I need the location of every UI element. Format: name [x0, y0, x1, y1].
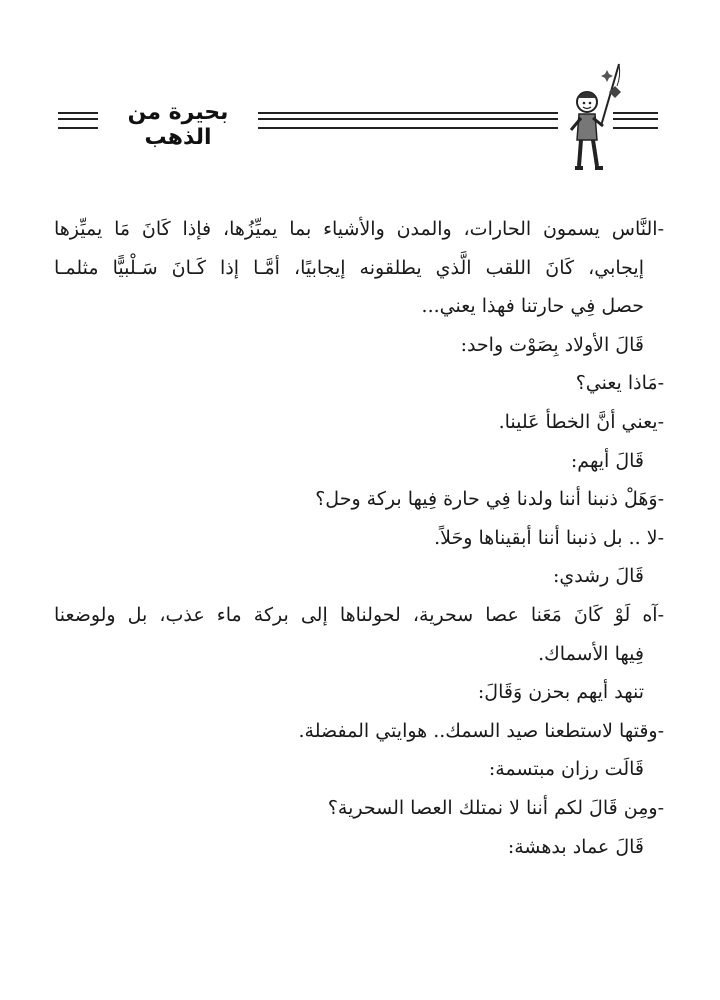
- text-line: تنهد أيهم بحزن وَقَالَ:: [477, 681, 644, 704]
- text-line: حصل فِي حارتنا فهذا يعني...: [421, 295, 644, 318]
- text-line: قَالَ رشدي:: [552, 565, 644, 588]
- text-line: -آه لَوْ كَانَ مَعَنا عصا سحرية، لحولناها إلى بركة ماء عذب، بل ولوضعنا: [54, 603, 664, 626]
- text-line: قَالَ عماد بدهشة:: [507, 835, 644, 858]
- story-text: [54, 210, 664, 866]
- text-line: إيجابي، كَانَ اللقب الَّذي يطلقونه إيجابيًا، أمَّـا إذا كَـانَ سَـلْبيًّا مثلمـا: [54, 256, 644, 279]
- text-line: -النَّاس يسمون الحارات، والمدن والأشياء بما يميِّزُها، فإذا كَانَ مَا يميِّزها: [54, 218, 664, 240]
- text-line: -يعني أنَّ الخطأ عَلينا.: [498, 410, 664, 433]
- text-line: -مَاذا يعني؟: [575, 372, 664, 395]
- decorative-rule-left: [58, 112, 98, 129]
- chapter-title: بحيرة من الذهب: [127, 100, 229, 150]
- text-line: قَالَت رزان مبتسمة:: [488, 758, 644, 781]
- decorative-rule-right: [613, 112, 658, 129]
- text-line: -ومِن قَالَ لكم أننا لا نمتلك العصا السحرية؟: [327, 796, 664, 819]
- decorative-rule-middle: [258, 112, 558, 129]
- text-line: قَالَ أيهم:: [570, 449, 644, 472]
- page-header: [58, 56, 658, 176]
- text-line: قَالَ الأولاد بِصَوْت واحد:: [460, 333, 644, 356]
- text-line: -وقتها لاستطعنا صيد السمك.. هوايتي المفضلة.: [298, 719, 664, 742]
- text-line: -وَهَلْ ذنبنا أننا ولدنا فِي حارة فِيها بركة وحل؟: [315, 488, 664, 511]
- text-line: -لا .. بل ذنبنا أننا أبقيناها وحَلاً.: [434, 526, 664, 549]
- text-line: فِيها الأسماك.: [538, 642, 644, 665]
